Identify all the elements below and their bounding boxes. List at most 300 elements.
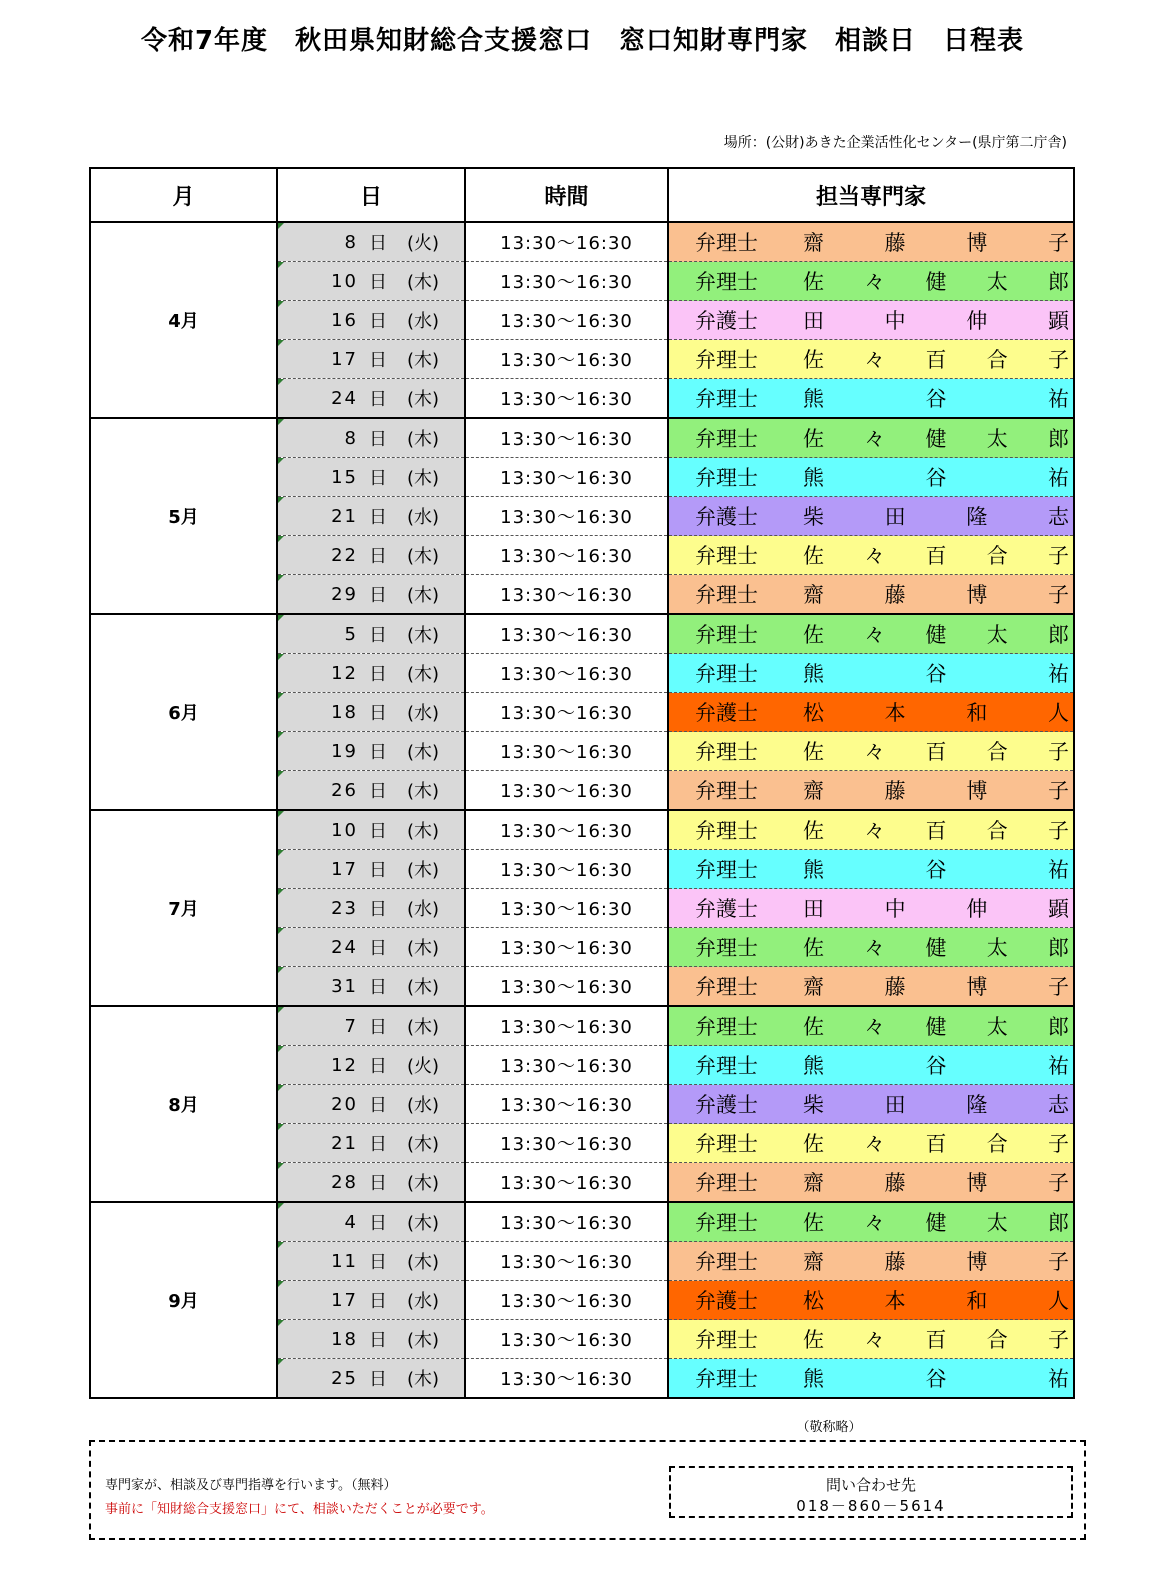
day-number: 4 [278, 1212, 358, 1233]
month-label: 8月 [90, 1006, 277, 1202]
expert-cell [668, 889, 1074, 928]
day-unit: 日 [358, 699, 398, 725]
month-label: 6月 [90, 614, 277, 810]
expert-name-char: 本 [885, 1285, 906, 1315]
expert-cell [668, 458, 1074, 497]
expert-name-char: 祐 [1048, 1363, 1069, 1393]
expert-name [803, 619, 1069, 649]
expert-name-char: 合 [987, 344, 1008, 374]
day-cell [277, 301, 465, 340]
expert-name-char: 子 [1048, 579, 1069, 609]
weekday: (木) [398, 425, 448, 451]
expert-name-char: 藤 [885, 227, 906, 257]
expert-name-char: 々 [864, 1207, 885, 1237]
expert-name-char: 郎 [1048, 932, 1069, 962]
expert-name-char: 佐 [803, 423, 824, 453]
expert-name-char: 伸 [966, 893, 987, 923]
expert-name-char: 顕 [1048, 893, 1069, 923]
time-cell: 13:30〜16:30 [465, 418, 668, 458]
day-unit: 日 [358, 1287, 398, 1313]
weekday: (水) [398, 895, 448, 921]
expert-role: 弁理士 [695, 1167, 803, 1197]
expert-name [803, 775, 1069, 805]
time-cell: 13:30〜16:30 [465, 497, 668, 536]
weekday: (木) [398, 1209, 448, 1235]
month-label: 5月 [90, 418, 277, 614]
day-cell [277, 1163, 465, 1203]
expert-role: 弁護士 [695, 697, 803, 727]
expert-name-char: 人 [1048, 697, 1069, 727]
expert-name-char: 郎 [1048, 1207, 1069, 1237]
time-cell: 13:30〜16:30 [465, 1281, 668, 1320]
expert-role: 弁護士 [695, 893, 803, 923]
expert-name [803, 579, 1069, 609]
expert-name [803, 1011, 1069, 1041]
day-unit: 日 [358, 581, 398, 607]
day-unit: 日 [358, 1091, 398, 1117]
day-number: 25 [278, 1368, 358, 1389]
expert-name [803, 423, 1069, 453]
day-cell [277, 928, 465, 967]
expert-role: 弁護士 [695, 305, 803, 335]
weekday: (木) [398, 385, 448, 411]
day-unit: 日 [358, 385, 398, 411]
time-cell: 13:30〜16:30 [465, 1085, 668, 1124]
contact-phone: 018－860－5614 [671, 1495, 1071, 1516]
footer-line-notice: 事前に「知財総合支援窓口」にて、相談いただくことが必要です。 [105, 1498, 494, 1517]
expert-name-char: 顕 [1048, 305, 1069, 335]
expert-name-char: 健 [926, 423, 947, 453]
schedule-row [90, 1006, 1074, 1046]
expert-name-char: 松 [803, 1285, 824, 1315]
expert-name-char: 谷 [926, 462, 947, 492]
day-cell [277, 1085, 465, 1124]
expert-name [803, 658, 1069, 688]
day-unit: 日 [358, 1365, 398, 1391]
day-unit: 日 [358, 856, 398, 882]
day-cell [277, 1359, 465, 1399]
weekday: (木) [398, 1326, 448, 1352]
expert-role: 弁理士 [695, 1324, 803, 1354]
expert-cell [668, 1006, 1074, 1046]
expert-name-char: 健 [926, 619, 947, 649]
day-number: 8 [278, 428, 358, 449]
time-cell: 13:30〜16:30 [465, 1046, 668, 1085]
expert-name [803, 1246, 1069, 1276]
expert-name [803, 1050, 1069, 1080]
expert-role: 弁理士 [695, 854, 803, 884]
header-expert: 担当専門家 [668, 168, 1074, 222]
weekday: (木) [398, 777, 448, 803]
time-cell: 13:30〜16:30 [465, 301, 668, 340]
expert-name [803, 932, 1069, 962]
day-cell [277, 889, 465, 928]
weekday: (水) [398, 1091, 448, 1117]
day-cell [277, 575, 465, 615]
expert-name [803, 1285, 1069, 1315]
weekday: (木) [398, 934, 448, 960]
schedule-row [90, 810, 1074, 850]
weekday: (木) [398, 973, 448, 999]
expert-role: 弁理士 [695, 344, 803, 374]
expert-name-char: 百 [926, 736, 947, 766]
expert-name-char: 祐 [1048, 854, 1069, 884]
schedule-row [90, 614, 1074, 654]
day-number: 29 [278, 584, 358, 605]
expert-cell [668, 301, 1074, 340]
day-unit: 日 [358, 1013, 398, 1039]
expert-name-char: 熊 [803, 1050, 824, 1080]
schedule-table [89, 167, 1075, 1399]
expert-name-char: 博 [966, 971, 987, 1001]
expert-name-char: 太 [987, 619, 1008, 649]
day-unit: 日 [358, 895, 398, 921]
expert-role: 弁理士 [695, 540, 803, 570]
contact-label: 問い合わせ先 [671, 1474, 1071, 1495]
expert-role: 弁理士 [695, 1207, 803, 1237]
expert-name-char: 健 [926, 1011, 947, 1041]
expert-name [803, 540, 1069, 570]
expert-name-char: 太 [987, 423, 1008, 453]
day-unit: 日 [358, 229, 398, 255]
expert-cell [668, 418, 1074, 458]
header-row [90, 168, 1074, 222]
expert-name-char: 齋 [803, 579, 824, 609]
day-number: 17 [278, 349, 358, 370]
expert-role: 弁理士 [695, 579, 803, 609]
expert-name-char: 齋 [803, 775, 824, 805]
expert-name-char: 隆 [966, 501, 987, 531]
expert-name-char: 々 [864, 266, 885, 296]
expert-name-char: 合 [987, 736, 1008, 766]
day-cell [277, 1006, 465, 1046]
expert-name-char: 子 [1048, 1128, 1069, 1158]
day-unit: 日 [358, 973, 398, 999]
expert-name-char: 子 [1048, 1246, 1069, 1276]
expert-cell [668, 1202, 1074, 1242]
day-unit: 日 [358, 542, 398, 568]
day-unit: 日 [358, 346, 398, 372]
day-number: 11 [278, 1251, 358, 1272]
weekday: (木) [398, 1130, 448, 1156]
day-cell [277, 458, 465, 497]
expert-name-char: 中 [885, 893, 906, 923]
expert-name [803, 462, 1069, 492]
expert-name-char: 々 [864, 619, 885, 649]
expert-name-char: 田 [803, 893, 824, 923]
time-cell: 13:30〜16:30 [465, 693, 668, 732]
header-day: 日 [277, 168, 465, 222]
expert-cell [668, 771, 1074, 811]
day-number: 18 [278, 1329, 358, 1350]
weekday: (火) [398, 1052, 448, 1078]
expert-cell [668, 967, 1074, 1007]
month-label: 7月 [90, 810, 277, 1006]
day-unit: 日 [358, 425, 398, 451]
expert-name-char: 藤 [885, 1167, 906, 1197]
weekday: (木) [398, 346, 448, 372]
weekday: (木) [398, 1169, 448, 1195]
day-number: 10 [278, 820, 358, 841]
time-cell: 13:30〜16:30 [465, 614, 668, 654]
schedule-row [90, 222, 1074, 262]
weekday: (木) [398, 542, 448, 568]
time-cell: 13:30〜16:30 [465, 889, 668, 928]
day-number: 18 [278, 702, 358, 723]
expert-name-char: 百 [926, 540, 947, 570]
day-unit: 日 [358, 503, 398, 529]
expert-cell [668, 1320, 1074, 1359]
weekday: (水) [398, 1287, 448, 1313]
time-cell: 13:30〜16:30 [465, 1124, 668, 1163]
expert-name [803, 815, 1069, 845]
expert-name-char: 松 [803, 697, 824, 727]
expert-cell [668, 1046, 1074, 1085]
expert-cell [668, 379, 1074, 419]
weekday: (木) [398, 660, 448, 686]
header-month: 月 [90, 168, 277, 222]
expert-name-char: 合 [987, 815, 1008, 845]
day-cell [277, 262, 465, 301]
day-cell [277, 497, 465, 536]
expert-name-char: 佐 [803, 344, 824, 374]
expert-name-char: 柴 [803, 1089, 824, 1119]
expert-name-char: 志 [1048, 501, 1069, 531]
expert-name [803, 736, 1069, 766]
expert-name-char: 健 [926, 932, 947, 962]
weekday: (木) [398, 1365, 448, 1391]
expert-name-char: 隆 [966, 1089, 987, 1119]
expert-role: 弁理士 [695, 1050, 803, 1080]
expert-name-char: 々 [864, 1011, 885, 1041]
expert-name-char: 百 [926, 1128, 947, 1158]
time-cell: 13:30〜16:30 [465, 1242, 668, 1281]
expert-name-char: 々 [864, 423, 885, 453]
expert-name-char: 熊 [803, 658, 824, 688]
expert-name-char: 太 [987, 932, 1008, 962]
day-number: 17 [278, 859, 358, 880]
expert-cell [668, 1281, 1074, 1320]
weekday: (水) [398, 307, 448, 333]
time-cell: 13:30〜16:30 [465, 1320, 668, 1359]
expert-name-char: 子 [1048, 815, 1069, 845]
expert-role: 弁理士 [695, 815, 803, 845]
month-label: 4月 [90, 222, 277, 418]
expert-name [803, 1363, 1069, 1393]
day-cell [277, 732, 465, 771]
expert-name-char: 々 [864, 540, 885, 570]
expert-name-char: 齋 [803, 1246, 824, 1276]
expert-name-char: 子 [1048, 1324, 1069, 1354]
day-number: 28 [278, 1172, 358, 1193]
time-cell: 13:30〜16:30 [465, 340, 668, 379]
day-cell [277, 614, 465, 654]
expert-name-char: 子 [1048, 227, 1069, 257]
expert-name [803, 854, 1069, 884]
time-cell: 13:30〜16:30 [465, 654, 668, 693]
day-cell [277, 340, 465, 379]
day-cell [277, 1320, 465, 1359]
expert-name [803, 227, 1069, 257]
expert-name-char: 郎 [1048, 266, 1069, 296]
expert-name-char: 谷 [926, 1050, 947, 1080]
expert-name [803, 1324, 1069, 1354]
time-cell: 13:30〜16:30 [465, 732, 668, 771]
expert-name-char: 子 [1048, 1167, 1069, 1197]
expert-name-char: 子 [1048, 736, 1069, 766]
day-number: 5 [278, 624, 358, 645]
day-unit: 日 [358, 660, 398, 686]
expert-name-char: 佐 [803, 1011, 824, 1041]
weekday: (水) [398, 503, 448, 529]
expert-name [803, 971, 1069, 1001]
expert-role: 弁理士 [695, 462, 803, 492]
honorific-note: （敬称略） [762, 1416, 896, 1435]
day-unit: 日 [358, 1248, 398, 1274]
expert-name-char: 健 [926, 1207, 947, 1237]
expert-cell [668, 654, 1074, 693]
day-unit: 日 [358, 464, 398, 490]
expert-role: 弁理士 [695, 423, 803, 453]
expert-name-char: 郎 [1048, 1011, 1069, 1041]
expert-name-char: 子 [1048, 775, 1069, 805]
expert-name-char: 柴 [803, 501, 824, 531]
expert-name-char: 佐 [803, 266, 824, 296]
expert-name [803, 383, 1069, 413]
time-cell: 13:30〜16:30 [465, 262, 668, 301]
expert-name-char: 佐 [803, 736, 824, 766]
expert-cell [668, 1085, 1074, 1124]
day-number: 23 [278, 898, 358, 919]
day-cell [277, 810, 465, 850]
expert-name-char: 佐 [803, 1324, 824, 1354]
expert-name-char: 太 [987, 1207, 1008, 1237]
expert-name [803, 266, 1069, 296]
expert-cell [668, 928, 1074, 967]
expert-name-char: 伸 [966, 305, 987, 335]
day-number: 22 [278, 545, 358, 566]
weekday: (木) [398, 856, 448, 882]
expert-cell [668, 1242, 1074, 1281]
day-unit: 日 [358, 1326, 398, 1352]
expert-cell [668, 1359, 1074, 1399]
expert-name-char: 博 [966, 227, 987, 257]
day-number: 8 [278, 232, 358, 253]
weekday: (木) [398, 1248, 448, 1274]
expert-name-char: 百 [926, 344, 947, 374]
time-cell: 13:30〜16:30 [465, 458, 668, 497]
day-unit: 日 [358, 817, 398, 843]
time-cell: 13:30〜16:30 [465, 379, 668, 419]
expert-name-char: 田 [885, 501, 906, 531]
expert-name-char: 佐 [803, 540, 824, 570]
expert-name [803, 305, 1069, 335]
expert-name-char: 子 [1048, 540, 1069, 570]
expert-name-char: 齋 [803, 227, 824, 257]
header-time: 時間 [465, 168, 668, 222]
expert-role: 弁理士 [695, 932, 803, 962]
expert-role: 弁理士 [695, 1363, 803, 1393]
expert-name [803, 1207, 1069, 1237]
day-unit: 日 [358, 738, 398, 764]
expert-name-char: 熊 [803, 383, 824, 413]
time-cell: 13:30〜16:30 [465, 222, 668, 262]
expert-name-char: 和 [966, 697, 987, 727]
weekday: (木) [398, 464, 448, 490]
expert-role: 弁理士 [695, 736, 803, 766]
expert-name-char: 熊 [803, 854, 824, 884]
day-unit: 日 [358, 934, 398, 960]
expert-name-char: 博 [966, 1167, 987, 1197]
expert-name [803, 697, 1069, 727]
expert-cell [668, 497, 1074, 536]
day-cell [277, 654, 465, 693]
time-cell: 13:30〜16:30 [465, 575, 668, 615]
expert-cell [668, 1163, 1074, 1203]
day-cell [277, 1242, 465, 1281]
expert-cell [668, 1124, 1074, 1163]
expert-name-char: 藤 [885, 971, 906, 1001]
month-label: 9月 [90, 1202, 277, 1398]
day-unit: 日 [358, 1130, 398, 1156]
expert-name-char: 志 [1048, 1089, 1069, 1119]
expert-name-char: 藤 [885, 1246, 906, 1276]
expert-cell [668, 536, 1074, 575]
time-cell: 13:30〜16:30 [465, 1006, 668, 1046]
expert-name [803, 893, 1069, 923]
expert-name-char: 人 [1048, 1285, 1069, 1315]
schedule-row [90, 1202, 1074, 1242]
footer-line-free: 専門家が、相談及び専門指導を行います。（無料） [105, 1474, 396, 1493]
expert-cell [668, 614, 1074, 654]
time-cell: 13:30〜16:30 [465, 967, 668, 1007]
expert-cell [668, 693, 1074, 732]
weekday: (火) [398, 229, 448, 255]
expert-role: 弁護士 [695, 501, 803, 531]
weekday: (木) [398, 621, 448, 647]
day-number: 12 [278, 1055, 358, 1076]
expert-name-char: 祐 [1048, 658, 1069, 688]
expert-role: 弁理士 [695, 383, 803, 413]
expert-name-char: 合 [987, 1324, 1008, 1354]
expert-name [803, 1167, 1069, 1197]
day-cell [277, 418, 465, 458]
day-number: 21 [278, 1133, 358, 1154]
weekday: (木) [398, 1013, 448, 1039]
expert-name-char: 佐 [803, 1128, 824, 1158]
time-cell: 13:30〜16:30 [465, 1163, 668, 1203]
day-number: 31 [278, 976, 358, 997]
contact-box [669, 1466, 1073, 1518]
expert-name [803, 344, 1069, 374]
day-number: 16 [278, 310, 358, 331]
expert-name [803, 501, 1069, 531]
expert-name-char: 合 [987, 1128, 1008, 1158]
day-number: 7 [278, 1016, 358, 1037]
expert-name-char: 本 [885, 697, 906, 727]
day-number: 15 [278, 467, 358, 488]
day-number: 10 [278, 271, 358, 292]
expert-cell [668, 340, 1074, 379]
expert-name-char: 祐 [1048, 383, 1069, 413]
time-cell: 13:30〜16:30 [465, 1359, 668, 1399]
day-unit: 日 [358, 1209, 398, 1235]
weekday: (木) [398, 738, 448, 764]
expert-role: 弁理士 [695, 775, 803, 805]
expert-name-char: 博 [966, 1246, 987, 1276]
day-cell [277, 771, 465, 811]
expert-name-char: 郎 [1048, 619, 1069, 649]
